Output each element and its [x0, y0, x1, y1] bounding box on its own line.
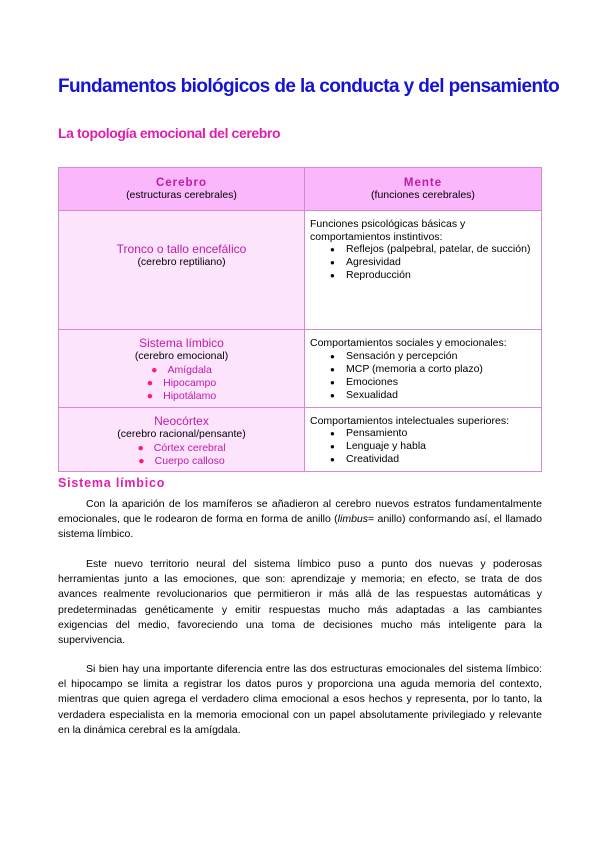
bullet-icon: ●	[151, 364, 158, 376]
list-item: ● Emociones	[330, 376, 534, 389]
organ-cell	[59, 407, 305, 472]
section-heading: Sistema límbico	[58, 476, 166, 490]
latin-term: limbus	[337, 513, 369, 526]
function-list	[310, 427, 534, 466]
list-item: ● Pensamiento	[330, 427, 534, 440]
paragraph-3: Si bien hay una importante diferencia entre las dos estructuras emocionales del sistema límbico: el hipocampo se limita a registrar los datos puros y proporciona una aguda memoria del contexto, mientras que quien agrega el verdadero clima emocional a esos hechos y representa, por lo tanto, la verdadera especialista en la memoria emocional con un papel absolutamente privilegiado y relevante en la dinámica cerebral es la amígdala.	[58, 663, 542, 736]
header-mente-sub: (funciones cerebrales)	[371, 189, 475, 201]
header-mente-title: Mente	[403, 177, 443, 189]
function-cell	[305, 211, 542, 330]
organ-subtitle: (cerebro racional/pensante)	[117, 427, 246, 440]
function-cell	[305, 407, 542, 472]
bullet-icon: ●	[137, 441, 144, 454]
structure-list	[60, 442, 303, 468]
header-cerebro	[59, 168, 305, 211]
table-row	[59, 407, 542, 472]
list-item: ● Cuerpo calloso	[138, 454, 225, 467]
organ-name: Tronco o tallo encefálico	[116, 242, 247, 256]
brain-topology-table	[58, 167, 542, 472]
paragraph-2: Este nuevo territorio neural del sistema límbico puso a punto dos nuevas y poderosas herramientas junto a las emociones, que son: aprendizaje y memoria; en efecto, se trata de dos avances realmente revolucionarios que permitieron ir más allá de las respuestas automáticas y predeterminadas genéticamente y emitir respuestas mucho más adaptadas a las cambiantes exigencias del medio, favoreciendo una toma de decisiones mucho más inteligente para la supervivencia.	[58, 558, 542, 647]
paragraph-1: Con la aparición de los mamíferos se añadieron al cerebro nuevos estratos fundamentalmente emocionales, que le rodearon de forma en forma de anillo (limbus= anillo) conformando así, el llamado sistema límbico.	[58, 498, 542, 541]
function-list	[310, 350, 534, 402]
bullet-icon: ●	[138, 454, 145, 467]
list-item: ● Sexualidad	[330, 389, 534, 402]
header-cerebro-sub: (estructuras cerebrales)	[126, 189, 237, 201]
organ-subtitle: (cerebro emocional)	[134, 350, 229, 362]
function-cell	[305, 330, 542, 408]
organ-subtitle: (cerebro reptiliano)	[137, 256, 226, 268]
header-cerebro-title: Cerebro	[155, 177, 208, 189]
document-subtitle: La topología emocional del cerebro	[58, 125, 281, 141]
list-item: ● Reproducción	[330, 269, 534, 282]
list-item: ● MCP (memoria a corto plazo)	[330, 363, 534, 376]
table-row	[59, 330, 542, 408]
list-item: ● Agresividad	[330, 256, 534, 269]
list-item: ● Hipotálamo	[146, 390, 217, 402]
table-header-row	[59, 168, 542, 211]
function-list	[310, 243, 534, 282]
list-item: ● Lenguaje y habla	[330, 440, 534, 453]
list-item: ● Amígdala	[151, 364, 212, 376]
list-item: ● Sensación y percepción	[330, 350, 534, 363]
list-item: ● Creatividad	[330, 453, 534, 466]
bullet-icon: ●	[146, 377, 154, 389]
organ-cell	[59, 211, 305, 330]
list-item: ● Córtex cerebral	[137, 441, 226, 454]
organ-name: Neocórtex	[154, 413, 209, 428]
function-intro: Comportamientos sociales y emocionales:	[310, 337, 507, 349]
function-intro: Funciones psicológicas básicas y comportamientos instintivos:	[310, 218, 466, 243]
header-mente	[305, 168, 542, 211]
bullet-icon: ●	[146, 390, 154, 402]
list-item: ● Reflejos (palpebral, patelar, de succión)	[330, 243, 534, 256]
organ-name: Sistema límbico	[139, 336, 224, 350]
table-row	[59, 211, 542, 330]
organ-cell	[59, 330, 305, 408]
structure-list	[60, 364, 303, 403]
list-item: ● Hipocampo	[146, 377, 217, 389]
function-intro: Comportamientos intelectuales superiores:	[310, 414, 510, 427]
document-title: Fundamentos biológicos de la conducta y del pensamiento	[58, 76, 560, 97]
